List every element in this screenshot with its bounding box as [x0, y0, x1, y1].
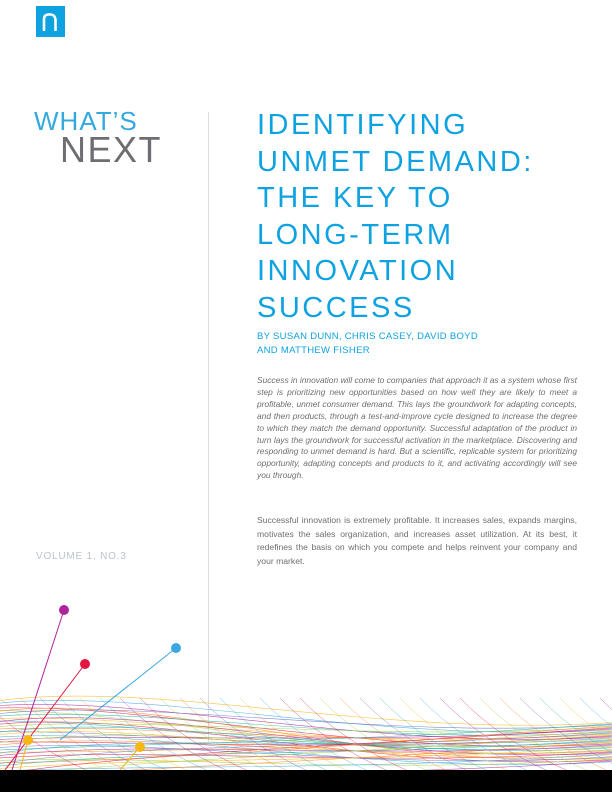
- mesh-line: [0, 731, 612, 746]
- article-body: Successful innovation is extremely profitable. It increases sales, expands margins, motivates the sales organization, and increases asset utilization. At its best, it redefines the basis on which you compete and helps reinvent your company and your market.: [257, 515, 577, 567]
- article-abstract: Success in innovation will come to companies that approach it as a system whose first step is prioritizing new opportunities based on how well they are likely to meet a profitable, unmet consumer demand. This lays the groundwork for adapting concepts, and then products, through a test-and-improve cycle designed to increase the degree to which they match the demand opportunity. Successful adaptation of the product in turn lays the groundwork for successful activation in the marketplace. Discovering and responding to unmet demand is hard. But a scientific, replicable system for prioritizing opportunity, adapting concepts and products to it, and activating accordingly will see you through.: [257, 375, 577, 481]
- author-byline: [257, 330, 587, 358]
- mesh-line: [140, 698, 250, 770]
- byline-line: BY SUSAN DUNN, CHRIS CASEY, DAVID BOYD: [257, 331, 478, 342]
- title-line: SUCCESS: [257, 291, 415, 324]
- decorative-dot: [135, 742, 145, 752]
- title-line: UNMET DEMAND:: [257, 145, 534, 178]
- title-line: LONG-TERM: [257, 218, 454, 251]
- series-title-line1: WHAT’S: [34, 106, 138, 136]
- nielsen-n-logo-icon: [42, 12, 59, 31]
- title-line: THE KEY TO: [257, 182, 453, 214]
- nielsen-logo: [36, 6, 65, 37]
- decorative-dot: [171, 643, 181, 653]
- volume-label: VOLUME 1, NO.3: [36, 551, 127, 562]
- stem-line: [5, 664, 85, 770]
- series-title-line2: NEXT: [60, 129, 163, 170]
- title-line: IDENTIFYING: [257, 109, 469, 141]
- decorative-mesh-art: [0, 590, 612, 770]
- bottom-bar: [0, 770, 612, 792]
- article-title: [257, 107, 597, 326]
- byline-line: AND MATTHEW FISHER: [257, 345, 370, 356]
- decorative-dot: [59, 605, 69, 615]
- decorative-dot: [80, 659, 90, 669]
- title-line: INNOVATION: [257, 255, 459, 287]
- decorative-dot: [23, 735, 33, 745]
